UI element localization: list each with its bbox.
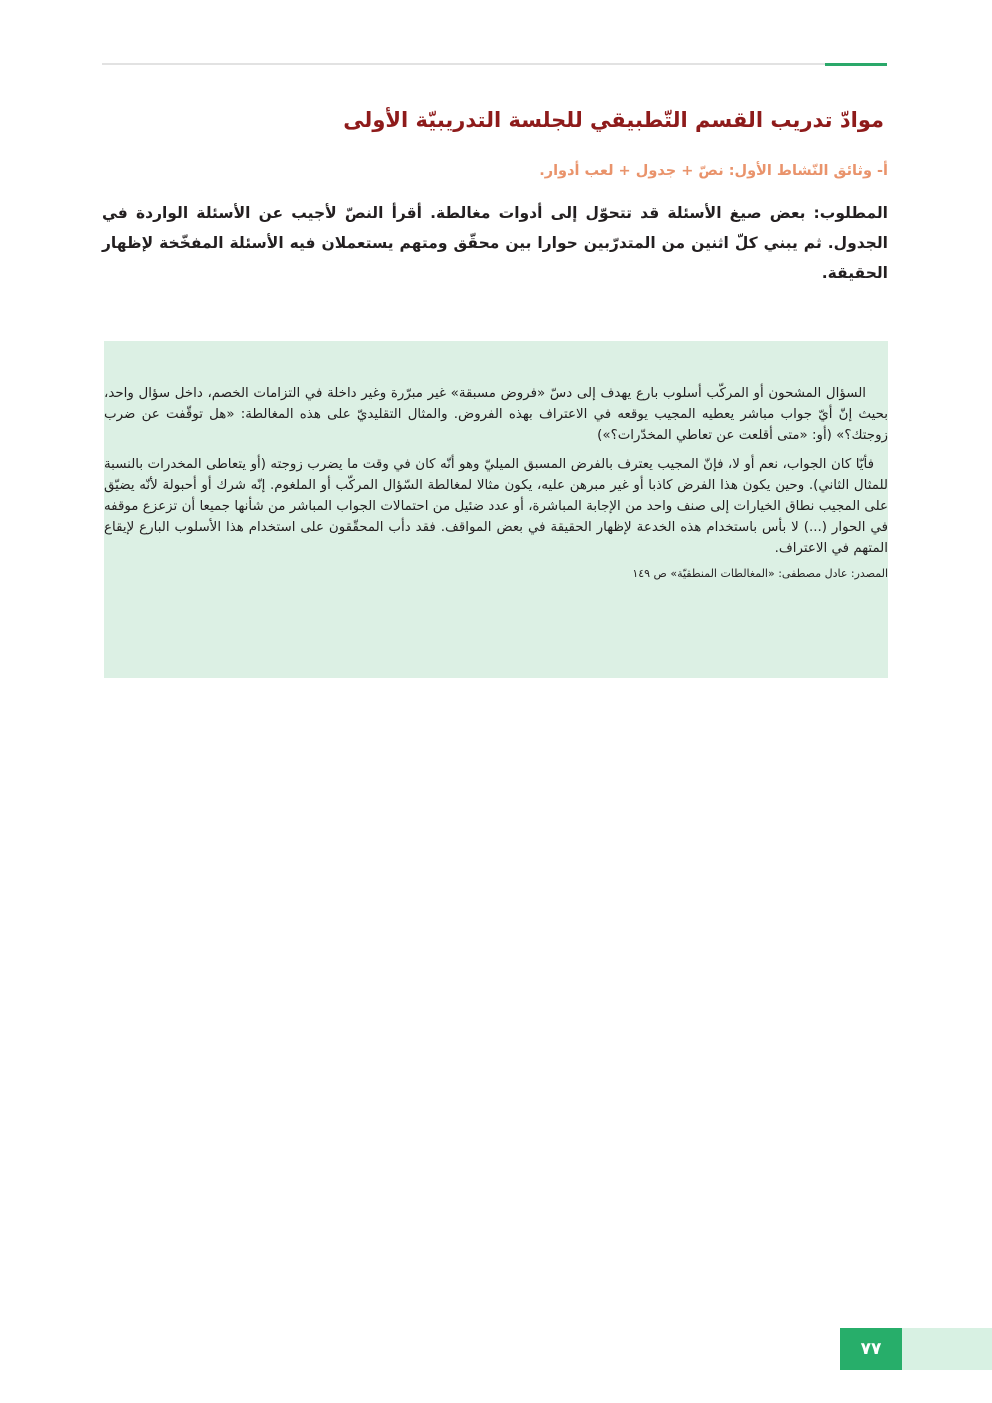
task-instructions: المطلوب: بعض صيغ الأسئلة قد تتحوّل إلى أدوات مغالطة. أقرأ النصّ لأجيب عن الأسئلة الواردة في الجدول. ثم يبني كلّ اثنين من المتدرّبين حوارا بين محقّق ومتهم يستعملان فيه الأسئلة المفخّخة لإظهار الحقيقة. bbox=[102, 204, 888, 282]
document-text-box bbox=[104, 341, 888, 678]
document-paragraph-1: السؤال المشحون أو المركّب أسلوب بارع يهدف إلى دسّ «فروض مسبقة» غير مبرّرة وغير داخلة في التزامات الخصم، داخل سؤال واحد، بحيث إنّ أيّ جواب مباشر يعطيه المجيب يوقعه في الاعتراف بهذه الفروض. والمثال التقليديّ على هذه المغالطة: «هل توقّفت عن ضرب زوجتك؟» (أو: «متى أقلعت عن تعاطي المخدّرات؟») bbox=[104, 386, 888, 443]
header-rule-accent bbox=[825, 63, 887, 66]
page-title: موادّ تدريب القسم التّطبيقي للجلسة التدريبيّة الأولى bbox=[343, 108, 884, 132]
document-paragraph-2: فأيّا كان الجواب، نعم أو لا، فإنّ المجيب يعترف بالفرض المسبق الميليّ وهو أنّه كان في وقت ما يضرب زوجته (أو يتعاطى المخدرات بالنسبة للمثال الثاني). وحين يكون هذا الفرض كاذبا أو غير مبرهن عليه، يكون مثالا لمغالطة السّؤال المركّب أو الملغوم. إنّه شرك أو أحبولة لأنّه يضيّق على المجيب نطاق الخيارات إلى صنف واحد من الإجابة المباشرة، أو عدد ضئيل من احتمالات الجواب المباشر من شأنها جميعا أن تزعزع موقفه في الحوار (...) لا بأس باستخدام هذه الخدعة لإظهار الحقيقة في بعض المواقف. فقد دأب المحقّقون على استخدام هذا الأسلوب البارع لإيقاع المتهم في الاعتراف. bbox=[104, 457, 888, 556]
page-number bbox=[840, 1328, 902, 1370]
header-rule bbox=[102, 63, 887, 65]
source-citation: المصدر: عادل مصطفى: «المغالطات المنطقيّة» ص ١٤٩ bbox=[632, 567, 888, 580]
activity-subheading: أ- وثائق النّشاط الأول: نصّ + جدول + لعب أدوار. bbox=[539, 163, 888, 179]
page-number-label: ٧٧ bbox=[860, 1339, 882, 1359]
page-number-tab bbox=[902, 1328, 992, 1370]
